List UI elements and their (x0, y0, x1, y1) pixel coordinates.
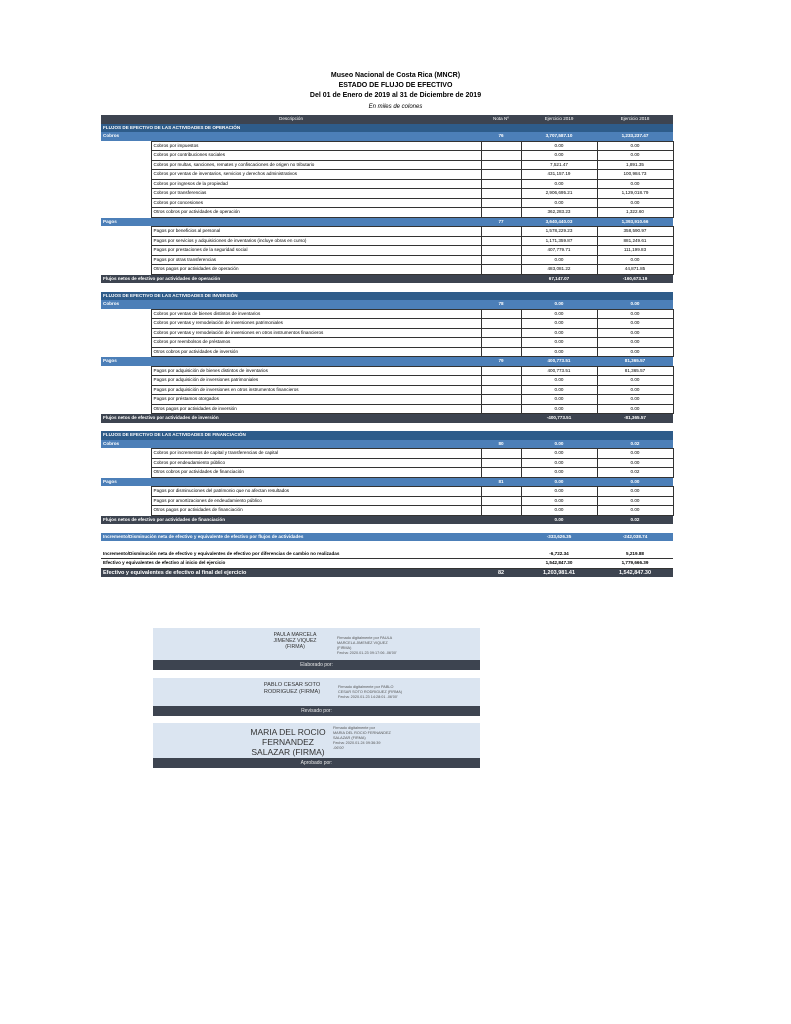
pagos-row (101, 477, 673, 487)
line-item-note (481, 449, 521, 459)
line-item-value-2019: 0.00 (521, 385, 597, 395)
line-item-note (481, 141, 521, 151)
line-item-label: Otros pagos por actividades de inversión (151, 404, 481, 414)
net-change-row (101, 533, 673, 542)
pagos-value-2019: 0.00 (521, 477, 597, 487)
line-item-value-2018: 0.00 (597, 328, 673, 338)
line-item-value-2018: 0.00 (597, 506, 673, 516)
line-item-note (481, 319, 521, 329)
line-item-label: Cobros por reembolsos de préstamos (151, 338, 481, 348)
line-item-note (481, 227, 521, 237)
line-item-row (101, 347, 673, 357)
indent-cell (101, 496, 151, 506)
line-item-value-2019: 0.00 (521, 179, 597, 189)
line-item-row (101, 151, 673, 161)
section-title-row (101, 124, 673, 133)
indent-cell (101, 404, 151, 414)
indent-cell (101, 376, 151, 386)
ending-cash-row (101, 568, 673, 577)
ending-cash-label: Efectivo y equivalentes de efectivo al final del ejercicio (101, 568, 481, 577)
section-title-row (101, 292, 673, 301)
line-item-value-2019: 0.00 (521, 319, 597, 329)
line-item-row (101, 404, 673, 414)
indent-cell (101, 395, 151, 405)
line-item-value-2019: 7,521.47 (521, 160, 597, 170)
line-item-value-2019: 0.00 (521, 309, 597, 319)
line-item-label: Pagos por servicios y adquisiciones de inventarios (incluye obras en curso) (151, 236, 481, 246)
line-item-row (101, 246, 673, 256)
line-item-value-2019: 0.00 (521, 255, 597, 265)
ending-cash-value-2019: 1,203,981.41 (521, 568, 597, 577)
line-item-note (481, 404, 521, 414)
line-item-value-2018: 0.00 (597, 151, 673, 161)
line-item-row (101, 449, 673, 459)
section-title: FLUJOS DE EFECTIVO DE LAS ACTIVIDADES DE FINANCIACIÓN (101, 431, 673, 440)
line-item-value-2018: 100,984.73 (597, 170, 673, 180)
entity-name: Museo Nacional de Costa Rica (MNCR) (330, 72, 461, 79)
line-item-value-2019: 0.00 (521, 395, 597, 405)
line-item-value-2018: 0.02 (597, 468, 673, 478)
line-item-label: Pagos por beneficios al personal (151, 227, 481, 237)
pagos-label: Pagos (101, 477, 481, 487)
line-item-label: Cobros por incrementos de capital y transferencias de capital (151, 449, 481, 459)
line-item-value-2018: 1,322.60 (597, 208, 673, 218)
net-change-value-2018: -242,038.74 (597, 533, 673, 542)
line-item-value-2018: 111,199.83 (597, 246, 673, 256)
cobros-note: 80 (481, 440, 521, 449)
line-item-value-2019: 0.00 (521, 198, 597, 208)
pagos-label: Pagos (101, 357, 481, 367)
column-header-row (101, 115, 673, 124)
section-title: FLUJOS DE EFECTIVO DE LAS ACTIVIDADES DE INVERSIÓN (101, 292, 673, 301)
line-item-value-2019: 2,906,695.21 (521, 189, 597, 199)
net-flow-label: Flujos netos de efectivo por actividades de financiación (101, 515, 521, 524)
line-item-label: Cobros por ventas de bienes distintos de inventarios (151, 309, 481, 319)
line-item-value-2018: 0.00 (597, 449, 673, 459)
pagos-note: 81 (481, 477, 521, 487)
line-item-value-2019: 0.00 (521, 449, 597, 459)
line-item-note (481, 338, 521, 348)
indent-cell (101, 255, 151, 265)
line-item-value-2018: 0.00 (597, 487, 673, 497)
line-item-row (101, 160, 673, 170)
line-item-note (481, 309, 521, 319)
exch-label: Incremento/Disminución neta de efectivo y equivalentes de efectivo por diferencias de cambio no realizadas (101, 550, 521, 559)
line-item-value-2019: 0.00 (521, 151, 597, 161)
indent-cell (101, 265, 151, 275)
col-2019: Ejercicio 2019 (521, 115, 597, 124)
line-item-label: Otros cobros por actividades de inversión (151, 347, 481, 357)
col-description: Descripción (101, 115, 481, 124)
indent-cell (101, 151, 151, 161)
line-item-row (101, 309, 673, 319)
cobros-row (101, 440, 673, 449)
line-item-label: Cobros por ventas de inventarios, servicios y derechos administrativos (151, 170, 481, 180)
line-item-label: Cobros por multas, sanciones, remates y confiscaciones de origen no tributario (151, 160, 481, 170)
statement-period: Del 01 de Enero de 2019 al 31 de Diciembre de 2019 (309, 92, 482, 99)
cobros-value-2019: 0.00 (521, 300, 597, 309)
line-item-note (481, 496, 521, 506)
line-item-note (481, 265, 521, 275)
line-item-row (101, 236, 673, 246)
line-item-note (481, 366, 521, 376)
line-item-row (101, 265, 673, 275)
indent-cell (101, 347, 151, 357)
line-item-row (101, 141, 673, 151)
net-flow-row (101, 414, 673, 423)
line-item-label: Cobros por contribuciones sociales (151, 151, 481, 161)
net-flow-label: Flujos netos de efectivo por actividades de inversión (101, 414, 521, 423)
line-item-label: Cobros por impuestos (151, 141, 481, 151)
exch-value-2019: -6,722.34 (521, 550, 597, 559)
indent-cell (101, 227, 151, 237)
line-item-note (481, 255, 521, 265)
col-2018: Ejercicio 2018 (597, 115, 673, 124)
line-item-value-2018: 0.00 (597, 458, 673, 468)
section-spacer (101, 283, 673, 292)
line-item-note (481, 236, 521, 246)
net-change-value-2019: -333,626.35 (521, 533, 597, 542)
line-item-value-2019: 0.00 (521, 328, 597, 338)
signature-role-bar: Elaborado por: (153, 660, 480, 670)
line-item-value-2018: 0.00 (597, 338, 673, 348)
section-spacer (101, 524, 673, 533)
line-item-note (481, 376, 521, 386)
indent-cell (101, 468, 151, 478)
net-flow-row (101, 515, 673, 524)
net-flow-value-2019: 0.00 (521, 515, 597, 524)
net-flow-row (101, 274, 673, 283)
line-item-note (481, 385, 521, 395)
line-item-value-2019: 400,773.51 (521, 366, 597, 376)
line-item-label: Cobros por ventas y remodelación de inversiones patrimoniales (151, 319, 481, 329)
line-item-value-2019: 0.00 (521, 487, 597, 497)
line-item-value-2018: 1,129,018.79 (597, 189, 673, 199)
net-flow-value-2018: -160,673.19 (597, 274, 673, 283)
line-item-label: Pagos por otras transferencias (151, 255, 481, 265)
line-item-value-2018: 0.00 (597, 376, 673, 386)
line-item-value-2018: 358,590.97 (597, 227, 673, 237)
line-item-row (101, 328, 673, 338)
begin-label: Efectivo y equivalentes de efectivo al inicio del ejercicio (101, 559, 521, 569)
col-note: Nota Nº (481, 115, 521, 124)
line-item-note (481, 170, 521, 180)
line-item-value-2018: 0.00 (597, 404, 673, 414)
cash-flow-table (101, 115, 674, 577)
digital-signature-detail: Firmado digitalmente por PAULA MARCELA JIMENEZ VIQUEZ (FIRMA) Fecha: 2020.01.23 09:17:06 -06'00' (337, 636, 397, 655)
net-flow-value-2019: 67,147.07 (521, 274, 597, 283)
line-item-label: Pagos por adquisición de inversiones patrimoniales (151, 376, 481, 386)
digital-signature-detail: Firmado digitalmente por PABLO CESAR SOTO RODRIGUEZ (FIRMA) Fecha: 2020.01.23 14:28:01 -06'00' (338, 685, 403, 699)
section-title: FLUJOS DE EFECTIVO DE LAS ACTIVIDADES DE OPERACIÓN (101, 124, 673, 133)
exch-row (101, 550, 673, 559)
line-item-label: Pagos por amortizaciones de endeudamiento público (151, 496, 481, 506)
line-item-value-2018: 0.00 (597, 319, 673, 329)
line-item-value-2019: 0.00 (521, 458, 597, 468)
line-item-value-2018: 0.00 (597, 198, 673, 208)
line-item-value-2018: 1,891.35 (597, 160, 673, 170)
line-item-label: Cobros por ingresos de la propiedad (151, 179, 481, 189)
line-item-value-2019: 0.00 (521, 404, 597, 414)
line-item-value-2019: 1,171,359.87 (521, 236, 597, 246)
indent-cell (101, 170, 151, 180)
net-flow-value-2018: 0.02 (597, 515, 673, 524)
line-item-row (101, 468, 673, 478)
indent-cell (101, 385, 151, 395)
net-flow-value-2018: -81,365.57 (597, 414, 673, 423)
line-item-label: Cobros por transferencias (151, 189, 481, 199)
line-item-value-2019: 0.00 (521, 506, 597, 516)
indent-cell (101, 506, 151, 516)
indent-cell (101, 309, 151, 319)
line-item-value-2019: 362,283.23 (521, 208, 597, 218)
spacer-cell (101, 541, 673, 550)
line-item-row (101, 255, 673, 265)
line-item-note (481, 198, 521, 208)
line-item-row (101, 179, 673, 189)
line-item-row (101, 198, 673, 208)
line-item-value-2018: 0.00 (597, 309, 673, 319)
line-item-value-2018: 0.00 (597, 395, 673, 405)
pagos-row (101, 217, 673, 227)
cobros-value-2019: 0.00 (521, 440, 597, 449)
cobros-label: Cobros (101, 300, 481, 309)
indent-cell (101, 449, 151, 459)
line-item-row (101, 338, 673, 348)
signer-name: MARIA DEL ROCIO FERNANDEZ SALAZAR (FIRMA) (250, 727, 326, 758)
cobros-label: Cobros (101, 132, 481, 141)
exch-value-2018: 5,219.88 (597, 550, 673, 559)
line-item-note (481, 347, 521, 357)
line-item-value-2019: 0.00 (521, 468, 597, 478)
line-item-value-2019: 1,578,229.23 (521, 227, 597, 237)
statement-units: En miles de colones (368, 104, 423, 110)
line-item-label: Otros pagos por actividades de financiación (151, 506, 481, 516)
pagos-row (101, 357, 673, 367)
line-item-label: Pagos por adquisición de bienes distintos de inventarios (151, 366, 481, 376)
line-item-value-2018: 44,871.85 (597, 265, 673, 275)
line-item-row (101, 506, 673, 516)
cobros-value-2018: 0.02 (597, 440, 673, 449)
line-item-note (481, 328, 521, 338)
indent-cell (101, 328, 151, 338)
line-item-label: Otros cobros por actividades de financiación (151, 468, 481, 478)
line-item-row (101, 496, 673, 506)
line-item-note (481, 179, 521, 189)
indent-cell (101, 236, 151, 246)
pagos-value-2018: 1,393,910.66 (597, 217, 673, 227)
indent-cell (101, 189, 151, 199)
cobros-note: 76 (481, 132, 521, 141)
line-item-value-2018: 0.00 (597, 141, 673, 151)
ending-cash-value-2018: 1,542,847.30 (597, 568, 673, 577)
line-item-note (481, 468, 521, 478)
spacer-cell (101, 283, 673, 292)
indent-cell (101, 458, 151, 468)
line-item-value-2019: 483,081.22 (521, 265, 597, 275)
cobros-row (101, 132, 673, 141)
pagos-note: 79 (481, 357, 521, 367)
ending-cash-note: 82 (481, 568, 521, 577)
line-item-value-2019: 0.00 (521, 347, 597, 357)
section-spacer (101, 541, 673, 550)
line-item-note (481, 208, 521, 218)
line-item-row (101, 227, 673, 237)
line-item-value-2018: 0.00 (597, 347, 673, 357)
line-item-value-2019: 0.00 (521, 376, 597, 386)
line-item-note (481, 458, 521, 468)
cobros-note: 78 (481, 300, 521, 309)
digital-signature-detail: Firmado digitalmente por MARIA DEL ROCIO FERNANDEZ SALAZAR (FIRMA) Fecha: 2020.01.24 09:36:39 -06'00' (333, 726, 391, 750)
line-item-row (101, 385, 673, 395)
line-item-value-2018: 0.00 (597, 385, 673, 395)
line-item-label: Cobros por endeudamiento público (151, 458, 481, 468)
pagos-label: Pagos (101, 217, 481, 227)
indent-cell (101, 366, 151, 376)
line-item-label: Cobros por concesiones (151, 198, 481, 208)
line-item-value-2018: 0.00 (597, 179, 673, 189)
cobros-label: Cobros (101, 440, 481, 449)
pagos-value-2018: 0.00 (597, 477, 673, 487)
line-item-note (481, 246, 521, 256)
line-item-label: Cobros por ventas y remodelación de inversiones en otros instrumentos financieros (151, 328, 481, 338)
line-item-value-2019: 0.00 (521, 496, 597, 506)
begin-value-2018: 1,779,666.39 (597, 559, 673, 569)
indent-cell (101, 208, 151, 218)
statement-title: ESTADO DE FLUJO DE EFECTIVO (338, 82, 453, 89)
signer-name: PAULA MARCELA JIMENEZ VIQUEZ (FIRMA) (273, 632, 317, 651)
line-item-note (481, 487, 521, 497)
begin-row (101, 559, 673, 569)
pagos-value-2019: 3,640,440.03 (521, 217, 597, 227)
indent-cell (101, 179, 151, 189)
indent-cell (101, 198, 151, 208)
line-item-row (101, 376, 673, 386)
line-item-row (101, 319, 673, 329)
indent-cell (101, 338, 151, 348)
pagos-value-2018: 81,365.57 (597, 357, 673, 367)
line-item-value-2019: 431,157.19 (521, 170, 597, 180)
line-item-row (101, 208, 673, 218)
line-item-value-2018: 81,365.57 (597, 366, 673, 376)
indent-cell (101, 319, 151, 329)
cobros-value-2018: 1,233,237.47 (597, 132, 673, 141)
line-item-value-2019: 0.00 (521, 141, 597, 151)
net-flow-label: Flujos netos de efectivo por actividades de operación (101, 274, 521, 283)
line-item-label: Pagos por prestaciones de la seguridad social (151, 246, 481, 256)
pagos-value-2019: 400,773.51 (521, 357, 597, 367)
net-change-label: Incremento/Disminución neta de efectivo y equivalente de efectivo por flujos de actividades (101, 533, 521, 542)
line-item-value-2018: 881,249.61 (597, 236, 673, 246)
cobros-row (101, 300, 673, 309)
line-item-row (101, 395, 673, 405)
line-item-label: Otros cobros por actividades de operación (151, 208, 481, 218)
line-item-value-2018: 0.00 (597, 255, 673, 265)
section-title-row (101, 431, 673, 440)
line-item-label: Pagos por disminuciones del patrimonio que no afectan resultados (151, 487, 481, 497)
spacer-cell (101, 423, 673, 432)
line-item-row (101, 170, 673, 180)
line-item-note (481, 506, 521, 516)
cobros-value-2018: 0.00 (597, 300, 673, 309)
line-item-value-2018: 0.00 (597, 496, 673, 506)
signature-role-bar: Aprobado por: (153, 758, 480, 768)
line-item-note (481, 160, 521, 170)
line-item-row (101, 487, 673, 497)
line-item-label: Pagos por préstamos otorgados (151, 395, 481, 405)
signature-role-bar: Revisado por: (153, 706, 480, 716)
spacer-cell (101, 524, 673, 533)
section-spacer (101, 423, 673, 432)
line-item-value-2019: 0.00 (521, 338, 597, 348)
net-flow-value-2019: -400,773.51 (521, 414, 597, 423)
begin-value-2019: 1,542,847.30 (521, 559, 597, 569)
indent-cell (101, 141, 151, 151)
line-item-row (101, 189, 673, 199)
line-item-label: Otros pagos por actividades de operación (151, 265, 481, 275)
pagos-note: 77 (481, 217, 521, 227)
cobros-value-2019: 3,707,587.10 (521, 132, 597, 141)
line-item-note (481, 151, 521, 161)
line-item-row (101, 458, 673, 468)
signer-name: PABLO CESAR SOTO RODRIGUEZ (FIRMA) (263, 682, 321, 695)
indent-cell (101, 487, 151, 497)
line-item-row (101, 366, 673, 376)
line-item-note (481, 189, 521, 199)
line-item-note (481, 395, 521, 405)
line-item-label: Pagos por adquisición de inversiones en otros instrumentos financieros (151, 385, 481, 395)
indent-cell (101, 160, 151, 170)
line-item-value-2019: 407,779.71 (521, 246, 597, 256)
indent-cell (101, 246, 151, 256)
